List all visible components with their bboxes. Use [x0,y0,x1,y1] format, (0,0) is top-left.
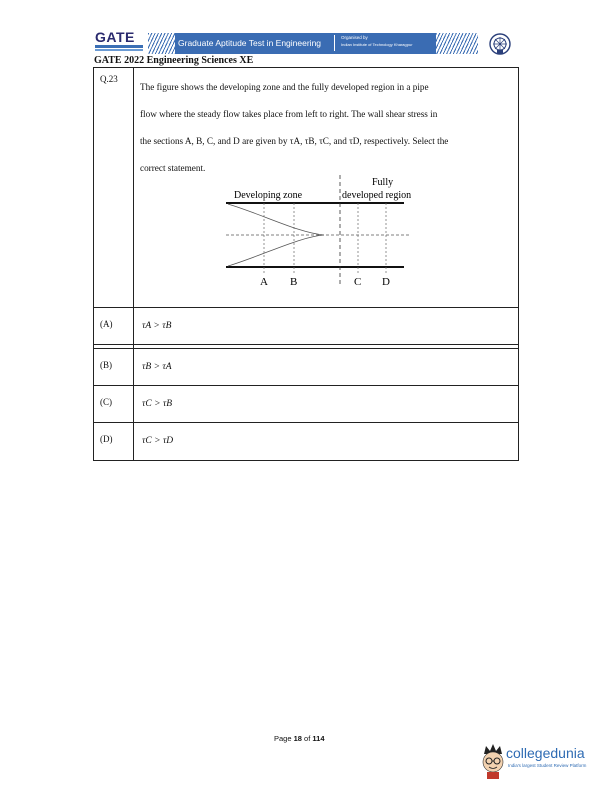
collegedunia-tagline: India's largest Student Review Platform [508,763,587,768]
section-c-label: C [354,276,362,288]
fully-developed-label-line1: Fully [372,177,394,188]
option-row [94,423,518,460]
banner-title: Graduate Aptitude Test in Engineering [178,38,322,48]
option-label: (D) [94,423,134,460]
boundary-layer-bottom [228,235,324,266]
question-text-line: The figure shows the developing zone and the fully developed region in a pipe [140,82,429,92]
question-text-line: correct statement. [140,163,206,173]
page-current: 18 [293,734,302,743]
spacer-cell [134,345,518,348]
option-text: τC > τD [142,436,174,446]
iit-emblem-icon [488,32,512,56]
question-number: Q.23 [94,68,134,307]
question-text-line: the sections A, B, C, and D are given by τA, τB, τC, and τD, respectively. Select the [140,136,449,146]
option-label: (B) [94,349,134,385]
gate-logo-text: GATE [95,29,135,45]
banner-divider [334,35,335,51]
question-text-line: flow where the steady flow takes place from left to right. The wall shear stress in [140,109,438,119]
organizer-name: Indian Institute of Technology Kharagpur [341,42,413,47]
developing-zone-label: Developing zone [234,190,303,201]
organized-by-label: Organised by [341,35,368,40]
option-text: τB > τA [142,362,172,372]
option-row [94,349,518,386]
section-d-label: D [382,276,390,288]
section-b-label: B [290,276,298,288]
option-text: τC > τB [142,399,173,409]
fully-developed-label-line2: developed region [342,190,412,201]
option-label: (C) [94,386,134,422]
gate-logo-bar [95,45,143,48]
gate-logo-bar-2 [95,49,143,51]
boundary-layer-top [228,204,324,235]
page-total: 114 [312,734,325,743]
spacer-cell [94,345,134,348]
paper-title: GATE 2022 Engineering Sciences XE [94,55,254,66]
collegedunia-mascot-icon [478,742,508,780]
option-row [94,386,518,423]
option-label: (A) [94,308,134,344]
option-text: τA > τB [142,321,172,331]
page-number [274,734,325,743]
collegedunia-brand: collegedunia [506,745,585,761]
pipe-flow-figure [224,175,434,290]
page-prefix: Page [274,734,294,743]
option-row [94,308,518,345]
gate-logo [95,30,149,58]
page-mid: of [301,734,313,743]
section-a-label: A [260,276,268,288]
question-text [134,68,518,182]
